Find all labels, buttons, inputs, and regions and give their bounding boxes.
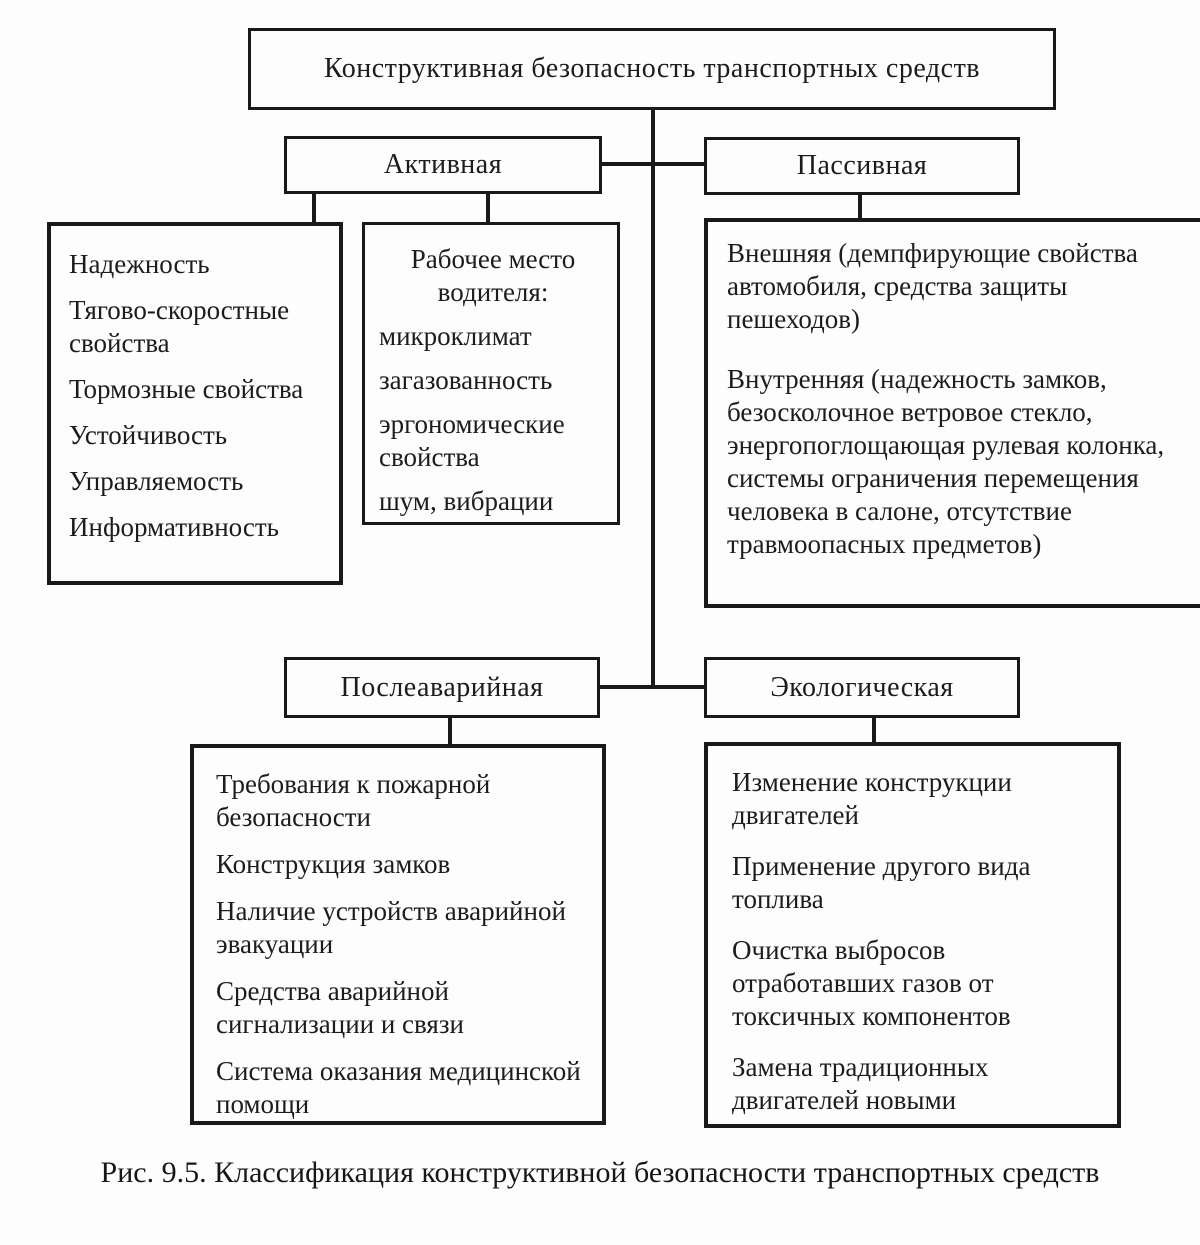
connector-passive-to-details <box>858 194 862 218</box>
list-item: Применение другого вида топлива <box>732 850 1031 914</box>
connector-postaccident-ecological <box>598 685 706 689</box>
list-item: Средства аварийной сигнализации и связи <box>216 975 464 1039</box>
list-item: Наличие устройств аварийной эвакуации <box>216 895 566 959</box>
list-item: загазованность <box>379 364 553 395</box>
connector-active-to-workplace <box>486 192 490 222</box>
post-accident-branch-box <box>284 657 600 718</box>
list-item: Управляемость <box>69 465 244 496</box>
list-item: Информативность <box>69 511 279 542</box>
passive-internal-text: Внутренняя (надежность замков, безосколочное ветровое стекло, энергопоглощающая рулевая колонка, системы ограничения перемещения человека в салоне, отсутствие травмоопасных предметов) <box>727 363 1165 559</box>
connector-ecological-to-measures <box>872 716 876 742</box>
list-item: Требования к пожарной безопасности <box>216 769 491 832</box>
driver-workplace-box <box>362 222 620 525</box>
list-item: Устойчивость <box>69 419 228 450</box>
active-branch-box <box>284 136 602 194</box>
list-item: шум, вибрации <box>379 485 554 516</box>
ecological-branch-label: Экологическая <box>770 671 954 703</box>
passive-external-text: Внешняя (демпфирующие свойства автомобиля, средства защиты пешеходов) <box>727 238 1138 334</box>
root-label: Конструктивная безопасность транспортных средств <box>323 53 981 84</box>
list-item: Изменение конструкции двигателей <box>732 767 1012 830</box>
ecological-branch-box <box>704 657 1020 718</box>
list-item: микроклимат <box>379 320 532 351</box>
figure-caption: Рис. 9.5. Классификация конструктивной безопасности транспортных средств <box>100 1156 1100 1189</box>
connector-root-trunk <box>651 110 655 688</box>
list-item: Надежность <box>69 249 210 279</box>
post-accident-branch-label: Послеаварийная <box>340 671 544 703</box>
ecological-measures-box <box>704 742 1121 1128</box>
list-item: Очистка выбросов отработавших газов от токсичных компонентов <box>732 934 1011 1031</box>
list-item: Тормозные свойства <box>69 373 304 404</box>
passive-branch-label: Пассивная <box>796 150 928 181</box>
connector-postaccident-to-measures <box>448 716 452 744</box>
connector-active-passive <box>600 162 706 166</box>
list-item: эргономические свойства <box>379 408 565 472</box>
list-item: Конструкция замков <box>216 848 451 879</box>
list-item: Система оказания медицинской помощи <box>216 1055 581 1119</box>
post-accident-measures-box <box>190 744 606 1125</box>
passive-details-box <box>704 218 1200 608</box>
list-item: Тягово-скоростные свойства <box>69 294 290 358</box>
connector-active-to-properties <box>312 192 316 222</box>
root-box <box>248 28 1056 110</box>
driver-workplace-title: Рабочее место водителя: <box>410 244 576 307</box>
list-item: Замена традиционных двигателей новыми <box>732 1051 989 1115</box>
passive-branch-box <box>704 137 1020 195</box>
active-properties-box <box>47 222 343 585</box>
active-branch-label: Активная <box>383 149 503 180</box>
